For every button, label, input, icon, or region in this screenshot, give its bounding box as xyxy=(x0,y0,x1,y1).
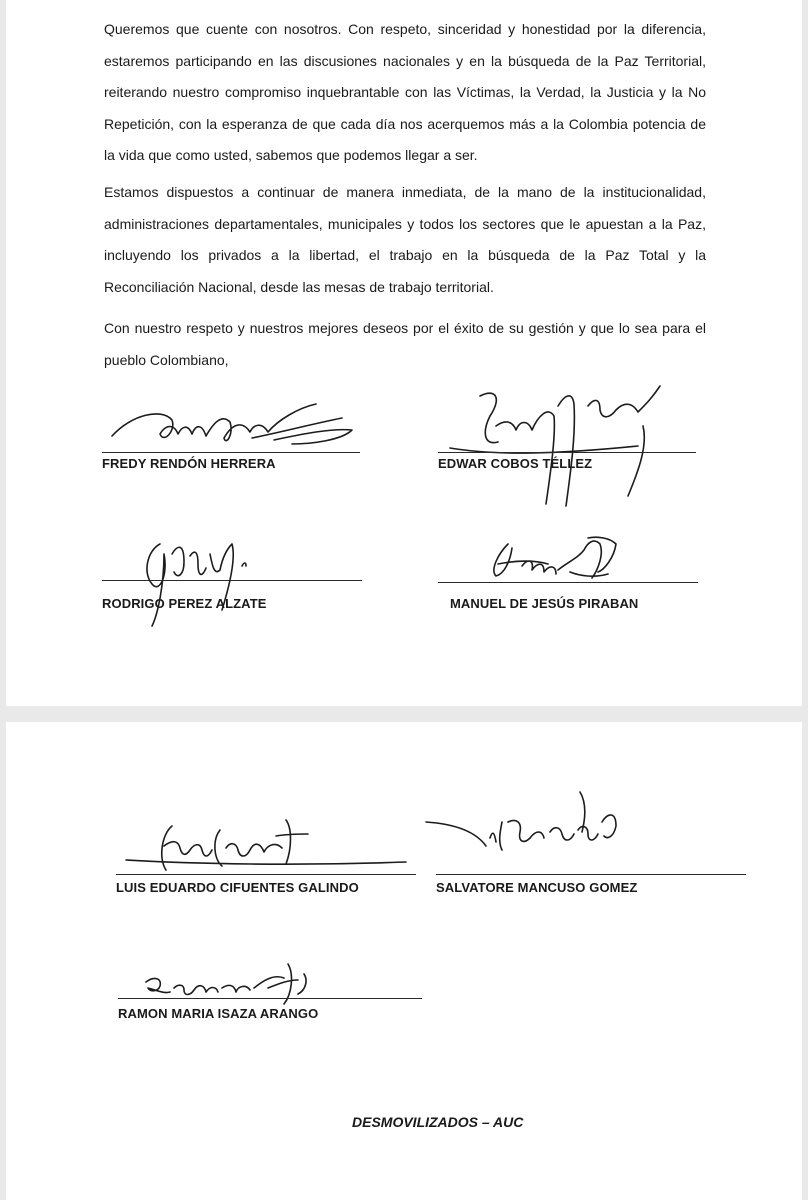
signatory-name: EDWAR COBOS TÉLLEZ xyxy=(438,456,593,471)
signatory-name: SALVATORE MANCUSO GOMEZ xyxy=(436,880,638,895)
paragraph-2: Estamos dispuestos a continuar de manera inmediata, de la mano de la institucionalidad, administraciones departamentales, municipales y todos los sectores que le apuestan a la Paz, incluyendo los privados a la libertad, el trabajo en la búsqueda de la Paz Total y la Reconciliación Nacional, desde las mesas de trabajo territorial. xyxy=(104,184,706,295)
footer-label: DESMOVILIZADOS – AUC xyxy=(352,1114,524,1130)
document-page-2 xyxy=(6,722,802,1200)
document-page-1 xyxy=(6,0,802,706)
handwritten-signature xyxy=(102,394,362,464)
signatory-name: LUIS EDUARDO CIFUENTES GALINDO xyxy=(116,880,359,895)
paragraph-1: Queremos que cuente con nosotros. Con respeto, sinceridad y honestidad por la diferencia, estaremos participando en las discusiones nacionales y en la búsqueda de la Paz Territorial, reiterando nuestro compromiso inquebrantable con las Víctimas, la Verdad, la Justicia y la No Repetición, con la esperanza de que cada día nos acerquemos más a la Colombia potencia de la vida que como usted, sabemos que podemos llegar a ser. xyxy=(104,21,706,163)
handwritten-signature xyxy=(438,376,698,516)
signatory-name: RODRIGO PEREZ ALZATE xyxy=(102,596,267,611)
handwritten-signature xyxy=(118,944,418,1014)
handwritten-signature xyxy=(436,782,746,872)
paragraph-3: Con nuestro respeto y nuestros mejores deseos por el éxito de su gestión y que lo sea para el pueblo Colombiano, xyxy=(104,320,706,368)
signatory-name: RAMON MARIA ISAZA ARANGO xyxy=(118,1006,319,1021)
signatory-name: FREDY RENDÓN HERRERA xyxy=(102,456,276,471)
signatory-name: MANUEL DE JESÚS PIRABAN xyxy=(450,596,639,611)
handwritten-signature xyxy=(102,514,362,634)
handwritten-signature xyxy=(116,800,416,890)
